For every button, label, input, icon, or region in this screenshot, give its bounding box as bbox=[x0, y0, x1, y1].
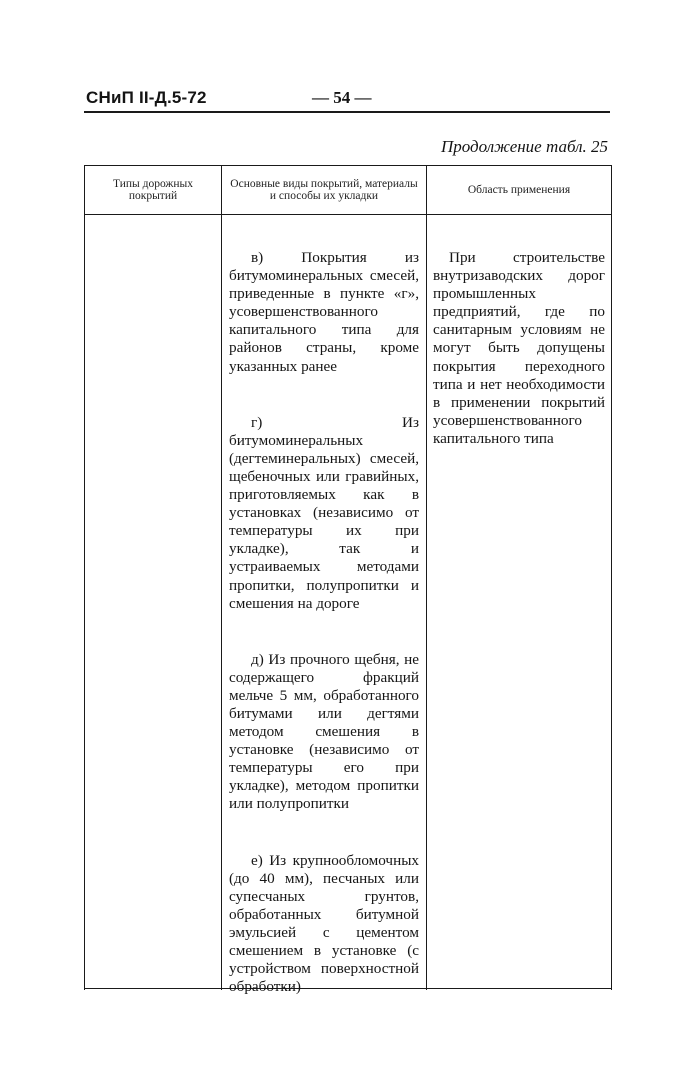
table-header-rule bbox=[84, 214, 612, 215]
entry-d: д) Из прочного щебня, не содержащего фракций мельче 5 мм, обработанного битумами или дегтями методом смешения в установке (независимо от температуры его при укладке), методом пропитки или полупропитки bbox=[229, 650, 419, 813]
column-divider-2 bbox=[426, 165, 427, 990]
column-header-pavement-types: Типы дорожных покрытий bbox=[112, 178, 194, 202]
pavement-types-column bbox=[229, 249, 419, 996]
entry-g: г) Из битумоминеральных (дегтеминеральных) смесей, щебеночных или гравийных, приготовляемых как в установках (независимо от температуры их при укладке), так и устраиваемых методами пропитки, полупропитки и смешения на дороге bbox=[229, 413, 419, 612]
header-rule bbox=[84, 111, 610, 113]
entry-v: в) Покрытия из битумоминеральных смесей, приведенные в пункте «г», усовершенствованного капитального типа для районов страны, кроме указанных ранее bbox=[229, 249, 419, 375]
column-divider-1 bbox=[221, 165, 222, 990]
entry-e: е) Из крупнообломочных (до 40 мм), песчаных или супесчаных грунтов, обработанных битумной эмульсией с цементом смешением в установке (с устройством поверхностной обработки) bbox=[229, 851, 419, 996]
column-header-application: Область применения bbox=[467, 184, 571, 196]
application-text: При строительстве внутризаводских дорог промышленных предприятий, где по санитарным условиям не могут быть допущены покрытия переходного типа и нет необходимости в применении покрытий усовершенствованного капитального типа bbox=[433, 249, 605, 447]
application-column bbox=[433, 249, 605, 448]
page-number: — 54 — bbox=[312, 88, 372, 107]
document-code: СНиП II-Д.5-72 bbox=[86, 88, 207, 107]
table-continuation-label: Продолжение табл. 25 bbox=[440, 137, 608, 156]
column-header-main-types: Основные виды покрытий, материалы и способы их укладки bbox=[230, 178, 418, 202]
